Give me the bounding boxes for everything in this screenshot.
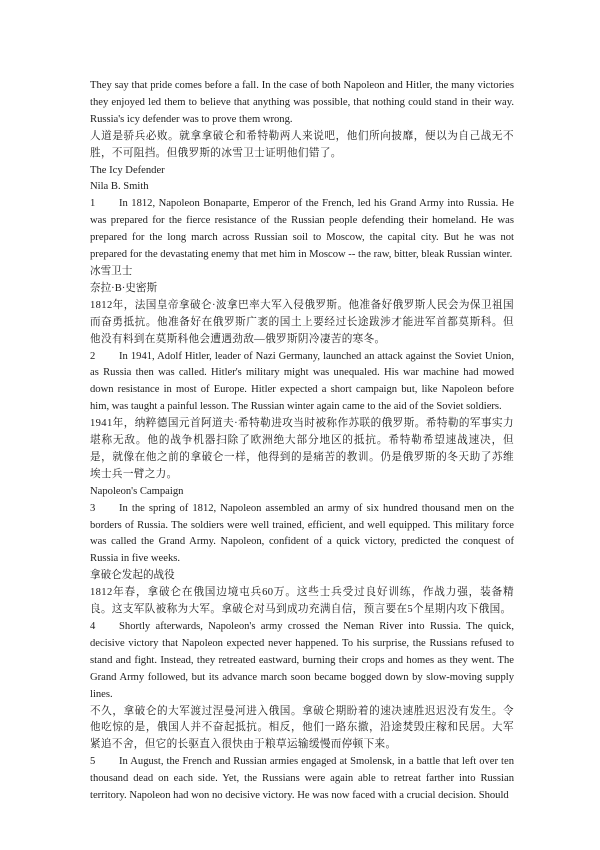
section-heading-english: Napoleon's Campaign <box>90 485 184 497</box>
paragraph-number: 1 <box>90 198 96 210</box>
paragraph-1-english: 1 In 1812, Napoleon Bonaparte, Emperor of the French, led his Grand Army into Russia. He was prepared for the fierce resistance of the Russian people defending their homeland. He was prepared for the long march across Russian soil to Moscow, the capital city. But he was not prepared for the devastating enemy that met him in Moscow -- the raw, bitter, bleak Russian winter. <box>90 198 514 261</box>
paragraph-1-chinese: 1812年，法国皇帝拿破仑·波拿巴率大军入侵俄罗斯。他准备好俄罗斯人民会为保卫祖国而奋勇抵抗。他准备好在俄罗斯广袤的国土上要经过长途跋涉才能进军首都莫斯科。但他没有料到在莫斯科他会遭遇劲敌—俄罗斯阴冷凄苦的寒冬。 <box>90 299 514 345</box>
paragraph-3-chinese: 1812年春，拿破仑在俄国边境屯兵60万。这些士兵受过良好训练，作战力强，装备精良。这支军队被称为大军。拿破仑对马到成功充满自信，预言要在5个星期内攻下俄国。 <box>90 587 514 616</box>
section-heading-chinese: 拿破仑发起的战役 <box>90 570 175 582</box>
paragraph-2-chinese: 1941年，纳粹德国元首阿道夫·希特勒进攻当时被称作苏联的俄罗斯。希特勒的军事实力堪称无敌。他的战争机器扫除了欧洲绝大部分地区的抵抗。希特勒希望速战速决，但是，就像在他之前的拿破仑一样，他得到的是痛苦的教训。仍是俄罗斯的冬天助了苏维埃士兵一臂之力。 <box>90 418 514 480</box>
intro-chinese: 人道是骄兵必败。就拿拿破仑和希特勒两人来说吧，他们所向披靡，便以为自己战无不胜，不可阻挡。但俄罗斯的冰雪卫士证明他们错了。 <box>90 130 514 159</box>
paragraph-number: 2 <box>90 350 96 362</box>
author-english: Nila B. Smith <box>90 181 149 193</box>
title-chinese: 冰雪卫士 <box>90 265 133 277</box>
paragraph-number: 5 <box>90 756 96 768</box>
author-chinese: 奈拉·B·史密斯 <box>90 282 158 294</box>
paragraph-2-english: 2 In 1941, Adolf Hitler, leader of Nazi Germany, launched an attack against the Soviet Union, as Russia then was called. Hitler's military might was unequaled. His war machine had mowed down resistance in most of Europe. Hitler expected a short campaign but, like Napoleon before him, was taught a painful lesson. The Russian winter again came to the aid of the Soviet soldiers. <box>90 350 514 413</box>
paragraph-4-chinese: 不久，拿破仑的大军渡过涅曼河进入俄国。拿破仑期盼着的速决速胜迟迟没有发生。令他吃惊的是，俄国人并不奋起抵抗。相反，他们一路东撤，沿途焚毁庄稼和民居。大军紧追不舍，但它的长驱直入很快由于粮草运输缓慢而停顿下来。 <box>90 705 514 751</box>
document-body <box>90 78 514 805</box>
paragraph-5-english: 5 In August, the French and Russian armies engaged at Smolensk, in a battle that left over ten thousand dead on each side. Yet, the Russians were again able to retreat farther into Russian territory. Napoleon had won no decisive victory. He was now faced with a crucial decision. Should <box>90 756 514 802</box>
paragraph-number: 4 <box>90 621 96 632</box>
paragraph-number: 3 <box>90 502 96 514</box>
paragraph-4-english: 4 Shortly afterwards, Napoleon's army crossed the Neman River into Russia. The quick, decisive victory that Napoleon expected never happened. To his surprise, the Russians refused to stand and fight. Instead, they retreated eastward, burning their crops and homes as they went. The Grand Army followed, but its advance march soon became bogged down by slow-moving supply lines. <box>90 621 514 700</box>
title-english: The Icy Defender <box>90 164 165 176</box>
intro-english: They say that pride comes before a fall. In the case of both Napoleon and Hitler, the many victories they enjoyed led them to believe that anything was possible, that nothing could stand in their way. Russia's icy defender was to prove them wrong. <box>90 80 514 125</box>
paragraph-3-english: 3 In the spring of 1812, Napoleon assembled an army of six hundred thousand men on the borders of Russia. The soldiers were well trained, efficient, and well equipped. This military force was called the Grand Army. Napoleon, confident of a quick victory, predicted the conquest of Russia in five weeks. <box>90 502 514 565</box>
